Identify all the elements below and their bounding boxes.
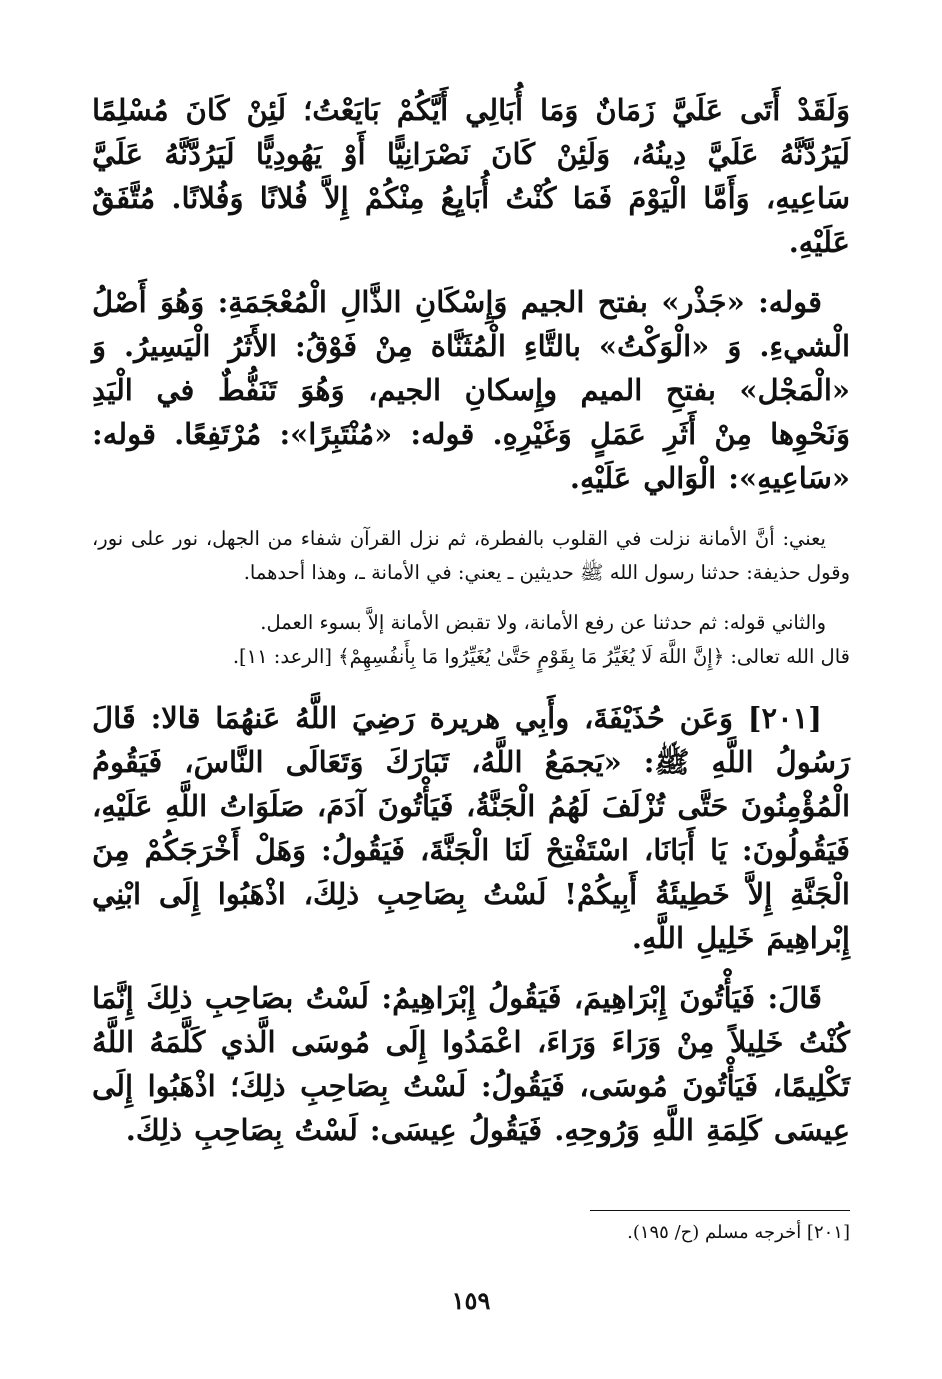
vocabulary-explanation: قوله: «جَذْر» بفتح الجيم وَإِسْكَانِ الذَّالِ الْمُعْجَمَةِ: وَهُوَ أَصْلُ الْشيءِ. وَ «الْوَكْتُ» بالتَّاءِ الْمُثَنَّاة مِنْ فَوْقُ: الأَثَرُ الْيَسِيرُ. وَ «الْمَجْل» بفتحِ الميم وإِسكانِ الجيم، وَهُوَ تَنَفُّطٌ في الْيَدِ وَنَحْوِها مِنْ أَثَرِ عَمَلٍ وَغَيْرِهِ. قوله: «مُنْتَبِرًا»: مُرْتَفِعًا. قوله: «سَاعِيهِ»: الْوَالي عَلَيْهِ.: [92, 285, 850, 495]
commentary-paragraph-2-line-2: قال الله تعالى: ﴿إِنَّ اللَّهَ لَا يُغَيِّرُ مَا بِقَوْمٍ حَتَّىٰ يُغَيِّرُوا مَا بِأَنفُسِهِمْ﴾ [الرعد: ١١].: [232, 645, 850, 668]
hadith-201-paragraph-2: قَالَ: فَيَأْتُونَ إِبْرَاهِيمَ، فَيَقُولُ إِبْرَاهِيمُ: لَسْتُ بصَاحِبِ ذلِكَ إِنَّمَا كُنْتُ خَلِيلاً مِنْ وَرَاءَ وَرَاءَ، اعْمَدُوا إِلَى مُوسَى الَّذي كَلَّمَهُ اللَّهُ تَكْلِيمًا، فَيَأْتُونَ مُوسَى، فَيَقُولُ: لَسْتُ بِصَاحِبِ ذلِكَ؛ اذْهَبُوا إِلَى عِيسَى كَلِمَةِ اللَّهِ وَرُوحِهِ. فَيَقُولُ عِيسَى: لَسْتُ بِصَاحِبِ ذلِكَ.: [92, 981, 850, 1147]
spacer: [92, 960, 850, 976]
spacer: [92, 590, 850, 606]
page-number: ١٥٩: [451, 1286, 491, 1315]
hadith-200-conclusion: وَلَقَدْ أَتَى عَلَيَّ زَمَانٌ وَمَا أُبَالِي أَيَّكُمْ بَايَعْتُ؛ لَئِنْ كَانَ مُسْلِمًا لَيَرُدَّنَّهُ عَلَيَّ دِينُهُ، وَلَئِنْ كَانَ نَصْرَانِيًّا أَوْ يَهُودِيًّا لَيَرُدَّنَّهُ عَلَيَّ سَاعِيهِ، وَأَمَّا الْيَوْمَ فَمَا كُنْتُ أُبَايِعُ مِنْكُمْ إِلاَّ فُلانًا وَفُلانًا. مُتَّفَقٌ عَلَيْهِ.: [92, 93, 850, 259]
footnote-divider: [590, 1210, 850, 1211]
footnote-201: [٢٠١] أخرجه مسلم (ح/ ١٩٥).: [627, 1222, 850, 1243]
commentary-paragraph-2-line-1: والثاني قوله: ثم حدثنا عن رفع الأمانة، ولا تقبض الأمانة إلاَّ بسوء العمل.: [260, 611, 826, 634]
commentary-paragraph-1: يعني: أنَّ الأمانة نزلت في القلوب بالفطرة، ثم نزل القرآن شفاء من الجهل، نور على نور، وقول حذيفة: حدثنا رسول الله ﷺ حديثين ـ يعني: في الأمانة ـ، وهذا أحدهما.: [92, 527, 850, 584]
spacer: [92, 264, 850, 280]
book-page: [92, 88, 850, 1319]
spacer: [92, 674, 850, 696]
spacer: [92, 500, 850, 522]
hadith-201-paragraph-1: [٢٠١] وَعَن حُذَيْفَةَ، وأَبِي هريرة رَضِيَ اللَّهُ عَنهُمَا قالا: قَالَ رَسُولُ اللَّهِ ﷺ: «يَجمَعُ اللَّهُ، تَبَارَكَ وَتَعَالَى النَّاسَ، فَيَقُومُ الْمُؤْمِنُونَ حَتَّى تُزْلَفَ لَهُمُ الْجَنَّةُ، فَيَأْتُونَ آدَمَ، صَلَوَاتُ اللَّهِ عَلَيْهِ، فَيَقُولُونَ: يَا أَبَانَا، اسْتَفْتِحْ لَنَا الْجَنَّةَ، فَيَقُولُ: وَهَلْ أَخْرَجَكُمْ مِنَ الْجَنَّةِ إِلاَّ خَطِيئَةُ أَبِيكُمْ! لَسْتُ بِصَاحِبِ ذلِكَ، اذْهَبُوا إِلَى ابْنِي إِبْراهِيمَ خَلِيلِ اللَّهِ.: [92, 701, 850, 955]
